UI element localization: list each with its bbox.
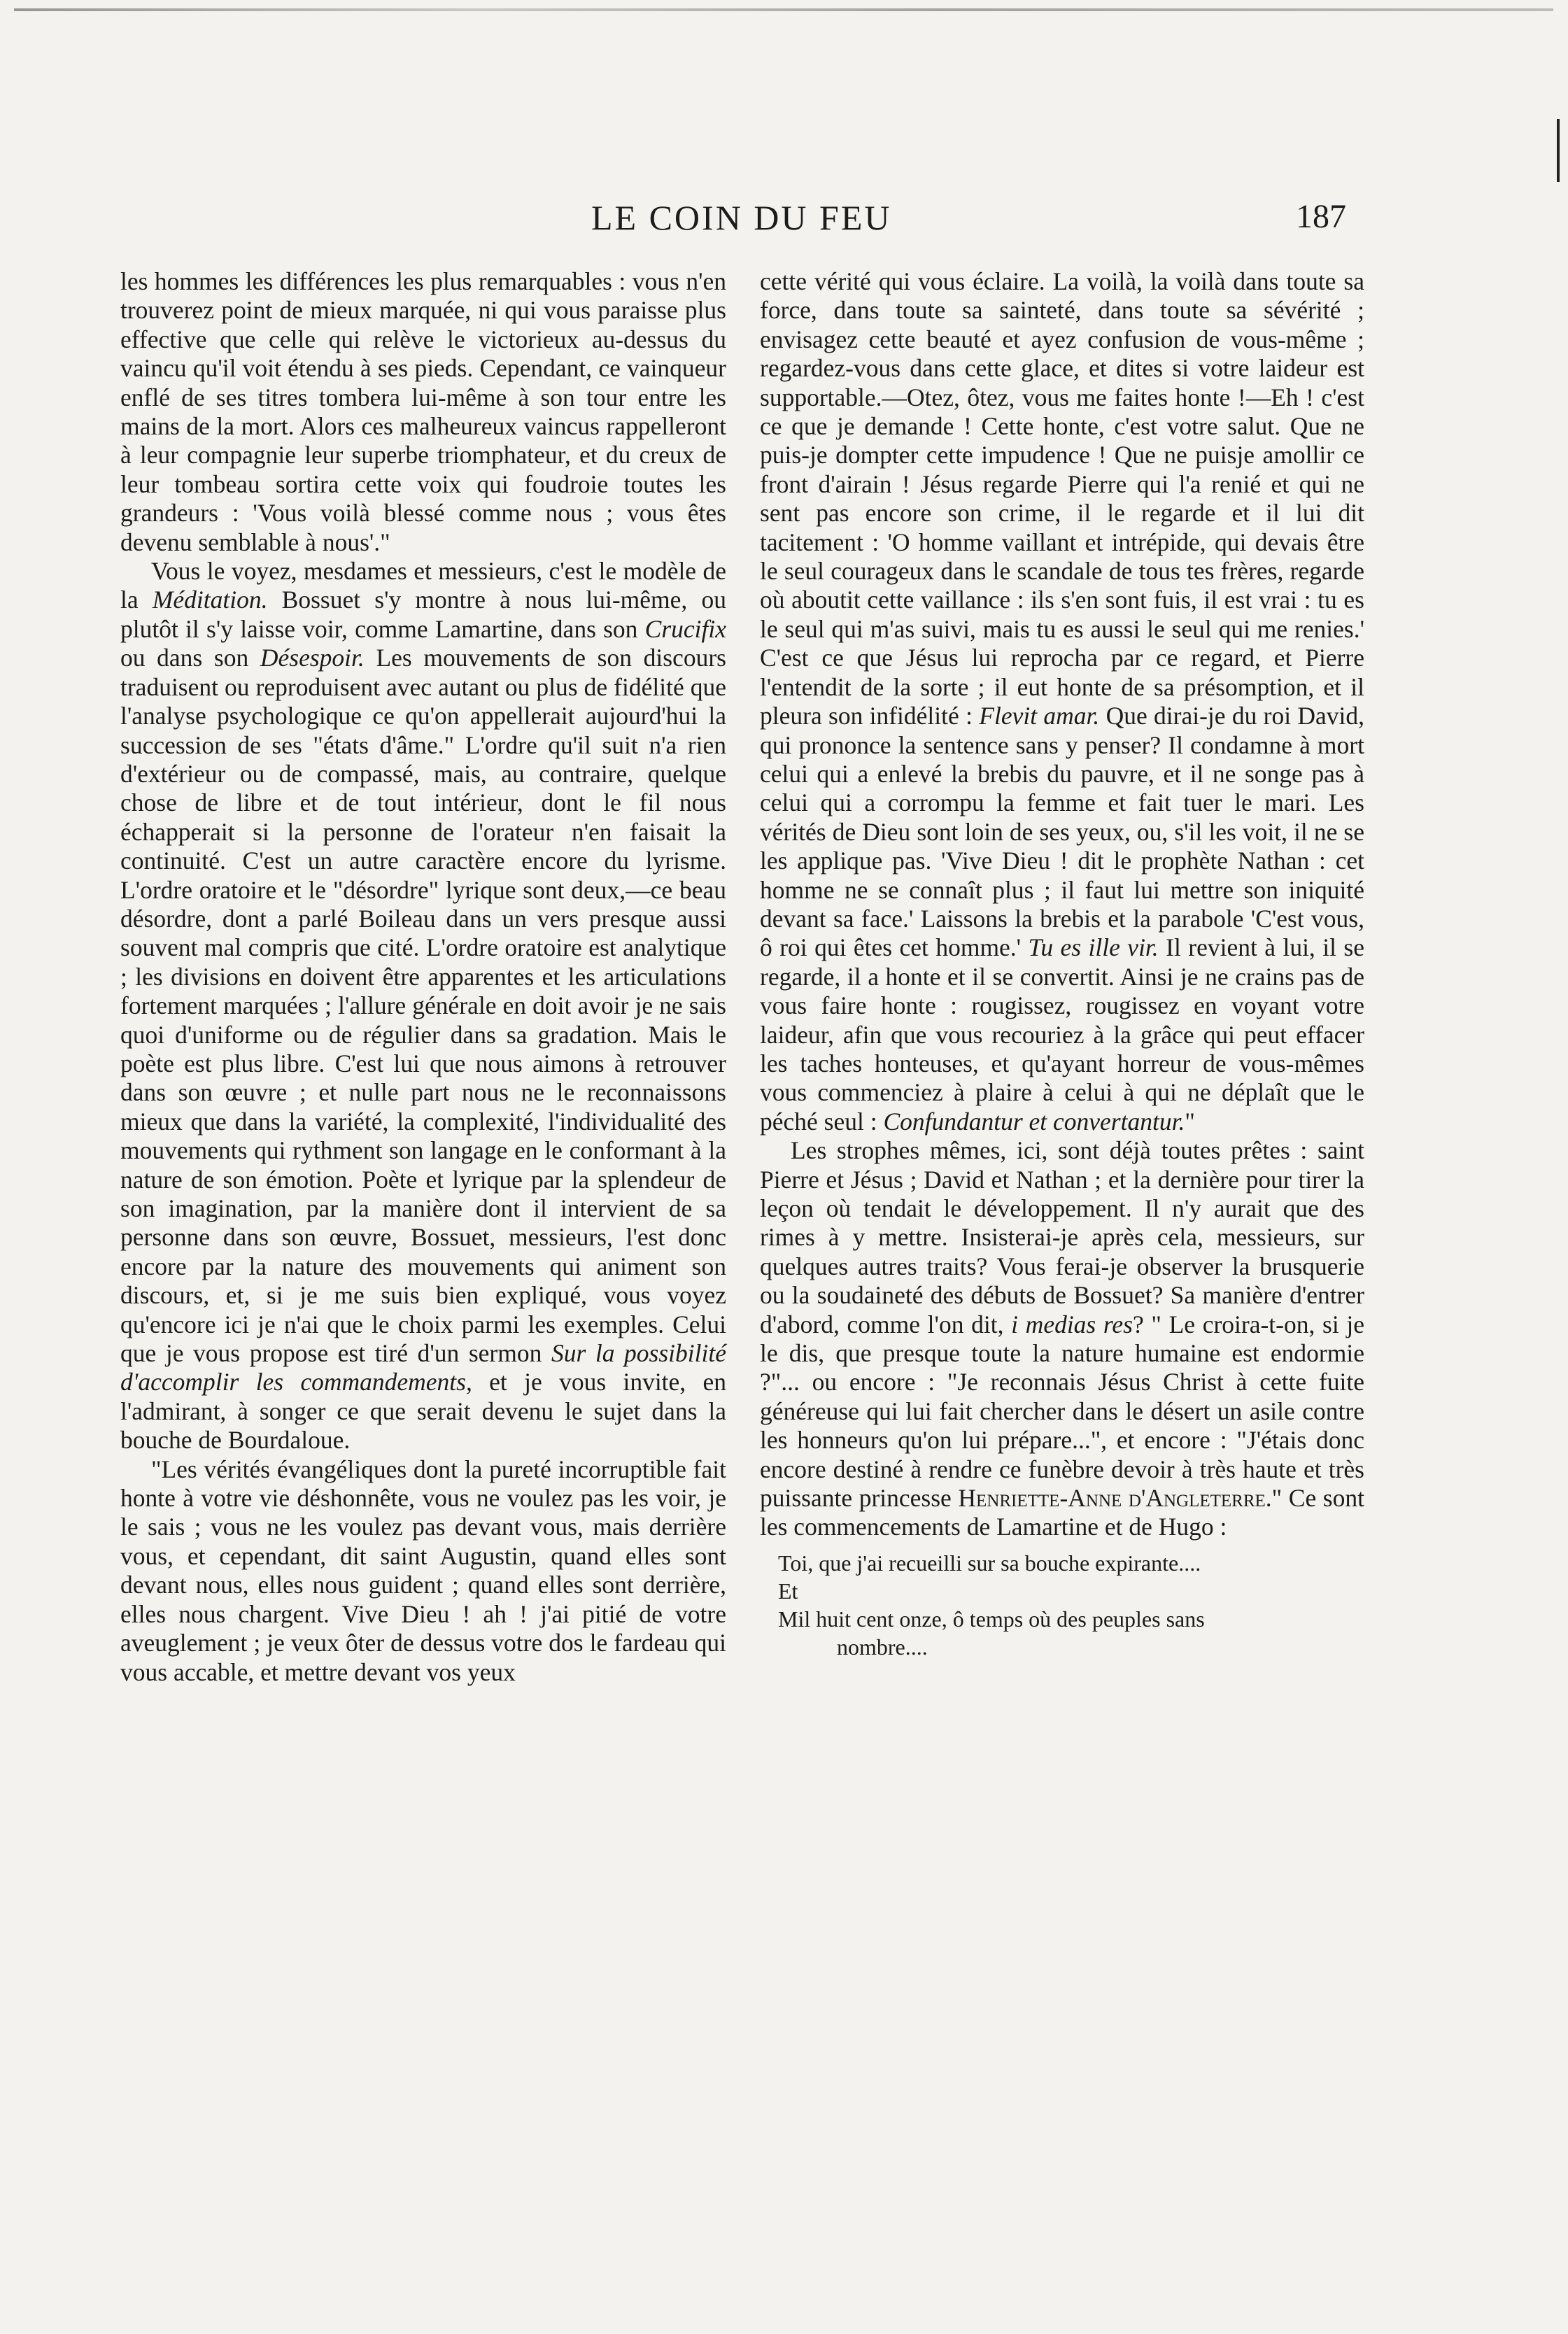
latin-in-medias: i medias res xyxy=(1011,1310,1133,1338)
name-henriette: Henriette-Anne d'Angleterre. xyxy=(958,1484,1272,1513)
title-desespoir: Désespoir. xyxy=(260,644,365,672)
paragraph-strophes: Les strophes mêmes, ici, sont déjà toutes prêtes : saint Pierre et Jésus ; David et Nathan ; et la dernière pour tirer la leçon où tendait le développement. Il n'y aurait que des rimes à y mettre. Insisterai-je après cela, messieurs, sur quelques autres traits? Vous ferai-je observer la brusquerie ou la soudaineté des débuts de Bossuet? Sa manière d'entrer d'abord, comme l'on dit, i medias res? " Le croira-t-on, si je le dis, que presque toute la nature humaine est endormie ?"... ou encore : "Je reconnais Jésus Christ à cette fuite généreuse qui lui fait chercher dans le désert un asile contre les honneurs qu'on lui prépare...", et encore : "J'étais donc encore destiné à rendre ce funèbre devoir à très haute et très puissante princesse Henriette-Anne d'Angleterre." Ce sont les commencements de Lamartine et de Hugo : xyxy=(760,1136,1364,1541)
poem-line: Mil huit cent onze, ô temps où des peuples sans xyxy=(778,1606,1205,1632)
title-meditation: Méditation. xyxy=(152,586,268,614)
right-column xyxy=(760,267,1364,1661)
paragraph-continued: les hommes les différences les plus remarquables : vous n'en trouverez point de mieux marquée, ni qui vous paraisse plus effective que celle qui relève le victorieux au-dessus du vaincu qu'il voit étendu à ses pieds. Cependant, ce vainqueur enflé de ses titres tombera lui-même à son tour entre les mains de la mort. Alors ces malheureux vaincus rappelleront à leur compagnie leur superbe triomphateur, et du creux de leur tombeau sortira cette voix qui foudroie toutes les grandeurs : 'Vous voilà blessé comme nous ; vous êtes devenu semblable à nous'." xyxy=(120,267,726,556)
latin-tu-es: Tu es ille vir. xyxy=(1028,933,1159,962)
poem-line: Et xyxy=(778,1578,798,1604)
title-crucifix: Crucifix xyxy=(644,614,726,643)
page-number: 187 xyxy=(1296,198,1346,235)
top-rule xyxy=(14,8,1553,11)
poem-line: Toi, que j'ai recueilli sur sa bouche expirante.... xyxy=(778,1550,1201,1576)
title-sermon: Sur la possibilité d'accomplir les commandements, xyxy=(120,1339,726,1396)
margin-mark xyxy=(1557,119,1560,182)
latin-confundantur: Confundantur et convertantur. xyxy=(883,1107,1185,1136)
page-header xyxy=(0,197,1568,246)
poem-quotations xyxy=(760,1549,1364,1661)
paragraph-quotation-continued: cette vérité qui vous éclaire. La voilà, la voilà dans toute sa force, dans toute sa sainteté, dans toute sa sévérité ; envisagez cette beauté et ayez confusion de vous-même ; regardez-vous dans cette glace, et dites si votre laideur est supportable.—Otez, ôtez, vous me faites honte !—Eh ! c'est ce que je demande ! Cette honte, c'est votre salut. Que ne puis-je dompter cette impudence ! Que ne puisje amollir ce front d'airain ! Jésus regarde Pierre qui l'a renié et qui ne sent pas encore son crime, il le regarde et il lui dit tacitement : 'O homme vaillant et intrépide, qui devais être le seul courageux dans le scandale de tous tes frères, regarde où aboutit cette vaillance : ils s'en sont fuis, il est vrai : tu es le seul qui m'as suivi, mais tu es aussi le seul qui me renies.' C'est ce que Jésus lui reprocha par ce regard, et Pierre l'entendit de la sorte ; il eut honte de sa présomption, et il pleura son infidélité : Flevit amar. Que dirai-je du roi David, qui prononce la sentence sans y penser? Il condamne à mort celui qui a enlevé la brebis du pauvre, et il ne songe pas à celui qui a corrompu la femme et fait tuer le mari. Les vérités de Dieu sont loin de ses yeux, ou, s'il les voit, il ne se les applique pas. 'Vive Dieu ! dit le prophète Nathan : cet homme ne se connaît plus ; il faut lui mettre son iniquité devant sa face.' Laissons la brebis et la parabole 'C'est vous, ô roi qui êtes cet homme.' Tu es ille vir. Il revient à lui, il se regarde, il a honte et il se convertit. Ainsi je ne crains pas de vous faire honte : rougissez, rougissez en voyant votre laideur, afin que vous recouriez à la grâce qui peut effacer les taches honteuses, et qu'ayant horreur de vous-mêmes vous commenciez à plaire à celui à qui ne déplaît que le péché seul : Confundantur et convertantur." xyxy=(760,267,1365,1136)
latin-flevit: Flevit amar. xyxy=(979,702,1100,730)
paragraph-lyrisme: Vous le voyez, mesdames et messieurs, c'est le modèle de la Méditation. Bossuet s'y montre à nous lui-même, ou plutôt il s'y laisse voir, comme Lamartine, dans son Crucifix ou dans son Désespoir. Les mouvements de son discours traduisent ou reproduisent avec autant ou plus de fidélité que l'analyse psychologique ce qu'on appellerait aujourd'hui la succession de ses "états d'âme." L'ordre qu'il suit n'a rien d'extérieur ou de compassé, mais, au contraire, quelque chose de libre et de tout intérieur, dont le fil nous échapperait si la personne de l'orateur n'en faisait la continuité. C'est un autre caractère encore du lyrisme. L'ordre oratoire et le "désordre" lyrique sont deux,—ce beau désordre, dont a parlé Boileau dans un vers presque aussi souvent mal compris que cité. L'ordre oratoire est analytique ; les divisions en doivent être apparentes et les articulations fortement marquées ; l'allure générale en doit avoir je ne sais quoi d'uniforme ou de régulier dans sa gradation. Mais le poète est plus libre. C'est lui que nous aimons à retrouver dans son œuvre ; et nulle part nous ne le reconnaissons mieux que dans la variété, la complexité, l'individualité des mouvements qui rythment son langage en le conformant à la nature de son émotion. Poète et lyrique par la splendeur de son imagination, par la manière dont il intervient de sa personne dans son œuvre, Bossuet, messieurs, l'est donc encore par la nature des mouvements qui animent son discours, et, si je me suis bien expliqué, vous voyez qu'encore ici je n'ai que le choix parmi les exemples. Celui que je vous propose est tiré d'un sermon Sur la possibilité d'accomplir les commandements, et je vous invite, en l'admirant, à songer ce que serait devenu le sujet dans la bouche de Bourdaloue. xyxy=(120,557,726,1455)
left-column xyxy=(120,267,726,1687)
running-head: LE COIN DU FEU xyxy=(591,198,892,237)
paragraph-quotation: "Les vérités évangéliques dont la pureté incorruptible fait honte à votre vie déshonnête, vous ne voulez pas les voir, je le sais ; vous ne les voulez pas devant vous, mais derrière vous, et cependant, dit saint Augustin, quand elles sont devant nous, elles nous guident ; quand elles sont derrière, elles nous chargent. Vive Dieu ! ah ! j'ai pitié de votre aveuglement ; je veux ôter de dessus votre dos le fardeau qui vous accable, et mettre devant vos yeux xyxy=(120,1455,726,1686)
poem-line: nombre.... xyxy=(837,1634,928,1660)
